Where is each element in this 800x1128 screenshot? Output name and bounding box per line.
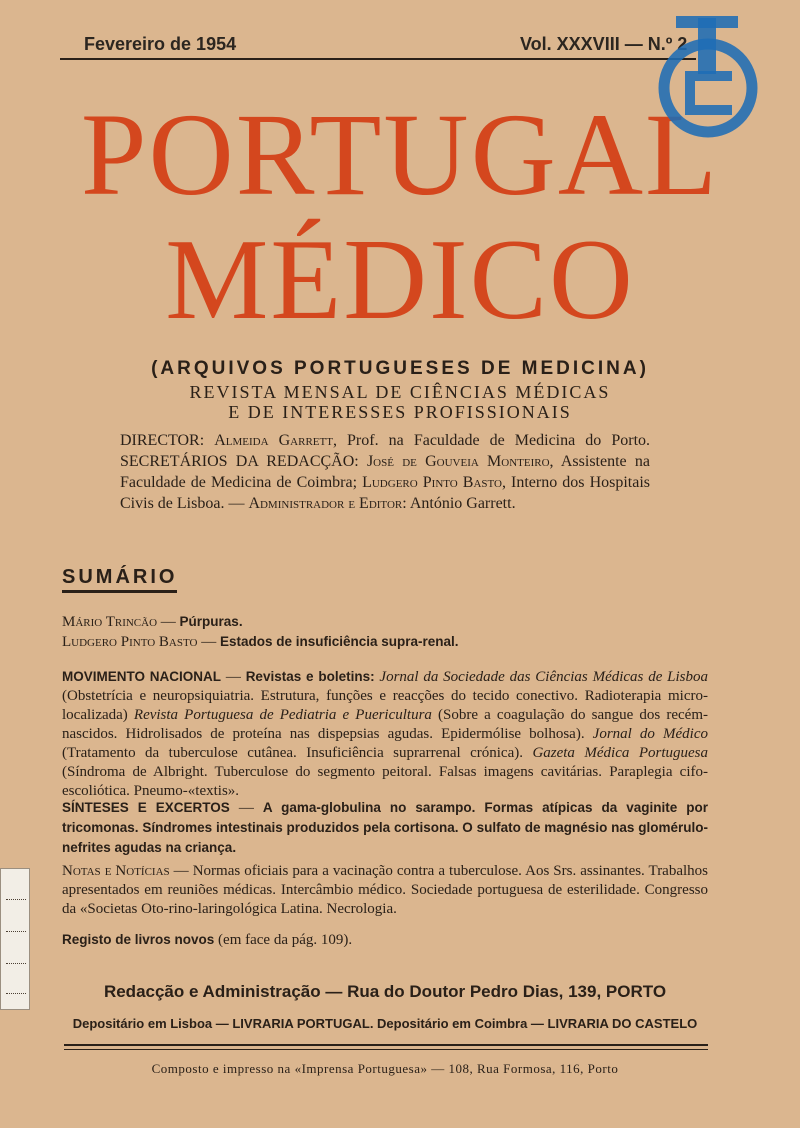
issue-date: Fevereiro de 1954 [84,34,237,54]
secretary-2-name: Ludgero Pinto Basto [362,474,502,491]
entry-title: Estados de insuficiência supra-renal. [219,634,459,649]
section-label: SÍNTESES E EXCERTOS [62,800,230,815]
section-text: A gama-globulina no sarampo. Formas atípicas da vaginite por tricomonas. Síndromes intestinais produzidos pela cortisona. O sulfato de magnésio nas glomérulo-nefrites agudas na criança. [62,800,708,855]
admin-label: Administrador e Editor: [248,495,407,512]
footer-rule-top [64,1044,708,1046]
section-label: MOVIMENTO NACIONAL [62,669,222,684]
secretary-1-name: José de Gouveia Monteiro [366,453,550,470]
director-name: Almeida Garrett [214,432,333,449]
section-text: (em face da pág. 109). [218,932,353,948]
section-label: Notas e Notícias [62,863,170,879]
summary-sinteses: SÍNTESES E EXCERTOS — A gama-globulina no sarampo. Formas atípicas da vaginite por tricomonas. Síndromes intestinais produzidos pela cortisona. O sulfato de magnésio nas glomérulo-nefrites agudas na criança. [62,800,708,855]
footer-address: Redacção e Administração — Rua do Doutor Pedro Dias, 139, PORTO [103,982,667,1001]
header-rule [60,58,696,60]
section-label: Registo de livros novos [62,932,215,947]
title-line-2: MÉDICO [165,216,635,344]
journal-name: Gazeta Médica Portuguesa [532,745,708,761]
footer-depositories: Depositário em Lisboa — LIVRARIA PORTUGAL. Depositário em Coimbra — LIVRARIA DO CASTELO [72,1016,698,1031]
subtitle-line-3: E DE INTERESSES PROFISSIONAIS [228,402,572,422]
summary-entry-2: Ludgero Pinto Basto — Estados de insuficiência supra-renal. [62,634,459,650]
secretary-2-info: , Interno dos Hospitais Civis de Lisboa. — [120,474,651,512]
summary-heading: SUMÁRIO [62,566,177,593]
library-stamp-icon [650,14,762,138]
entry-title: Púrpuras. [179,614,243,629]
director-info: , Prof. na Faculdade de Medicina do Porto. [332,432,651,449]
summary-entry-1: Mário Trincão — Púrpuras. [62,614,243,630]
summary-registo [62,930,708,950]
journal-contents: (Síndroma de Albright. Tuberculose do segmento peitoral. Falsas imagens cavitárias. Paraplegia cifo-escoliótica. Pneumo-«textis». [62,764,708,799]
journal-contents: (Obstetrícia e neuropsiquiatria. Estrutura, funções e reacções do tecido conectivo. Radioterapia micro-localizada) [62,688,708,723]
footer-printer: Composto e impresso na «Imprensa Portuguesa» — 108, Rua Formosa, 116, Porto [151,1061,619,1076]
subtitle-line-2: REVISTA MENSAL DE CIÊNCIAS MÉDICAS [189,382,611,402]
summary-movimento-nacional: MOVIMENTO NACIONAL — Revistas e boletins: Jornal da Sociedade das Ciências Médicas de Lisboa (Obstetrícia e neuropsiquiatria. Estrutura, funções e reacções do tecido conectivo. Radioterapia micro-localizada) Revista Portuguesa de Pediatria e Puericultura (Sobre a coagulação do sangue dos recém-nascidos. Hidrolisados de proteína nas dispepsias agudas. Epidermólise bolhosa). Jornal do Médico (Tratamento da tuberculose cutânea. Insuficiência suprarrenal crónica). Gazeta Médica Portuguesa (Síndroma de Albright. Tuberculose do segmento peitoral. Falsas imagens cavitárias. Paraplegia cifo-escoliótica. Pneumo-«textis». [62,669,709,799]
journal-name: Revista Portuguesa de Pediatria e Puericultura [133,707,432,723]
title-line-1: PORTUGAL [80,89,720,220]
admin-name: António Garrett. [409,495,516,512]
journal-name: Jornal da Sociedade das Ciências Médicas de Lisboa [379,669,709,685]
section-text: Normas oficiais para a vacinação contra a tuberculose. Aos Srs. assinantes. Trabalhos apresentados em reuniões médicas. Intercâmbio médico. Sociedade portuguesa de esterilidade. Congresso da «Societas Oto-rino-laringológica Latina. Necrologia. [62,863,709,917]
entry-author: Ludgero Pinto Basto [62,634,198,650]
journal-name: Jornal do Médico [592,726,708,742]
secretary-1-info: , Assistente na Faculdade de Medicina de Coimbra; [120,453,650,491]
summary-notas: Notas e Notícias — Normas oficiais para a vacinação contra a tuberculose. Aos Srs. assinantes. Trabalhos apresentados em reuniões médicas. Intercâmbio médico. Sociedade portuguesa de esterilidade. Congresso da «Societas Oto-rino-laringológica Latina. Necrologia. [62,863,709,917]
editorial-staff [120,430,650,514]
journal-contents: (Sobre a coagulação do sangue dos recém-nascidos. Hidrolisados de proteína nas dispepsias agudas. Epidermólise bolhosa). [62,707,708,742]
issue-volume: Vol. XXXVIII — N.º 2 [520,34,688,54]
entry-author: Mário Trincão [62,614,158,630]
subtitle-archive: (ARQUIVOS PORTUGUESES DE MEDICINA) [151,358,649,379]
journal-contents: (Tratamento da tuberculose cutânea. Insuficiência suprarrenal crónica). [62,745,533,761]
footer-rule-bottom [64,1049,708,1050]
secretaries-label: SECRETÁRIOS DA REDACÇÃO: [120,453,359,470]
director-label: DIRECTOR: [120,432,205,449]
section-sublabel: Revistas e boletins: [245,669,375,684]
